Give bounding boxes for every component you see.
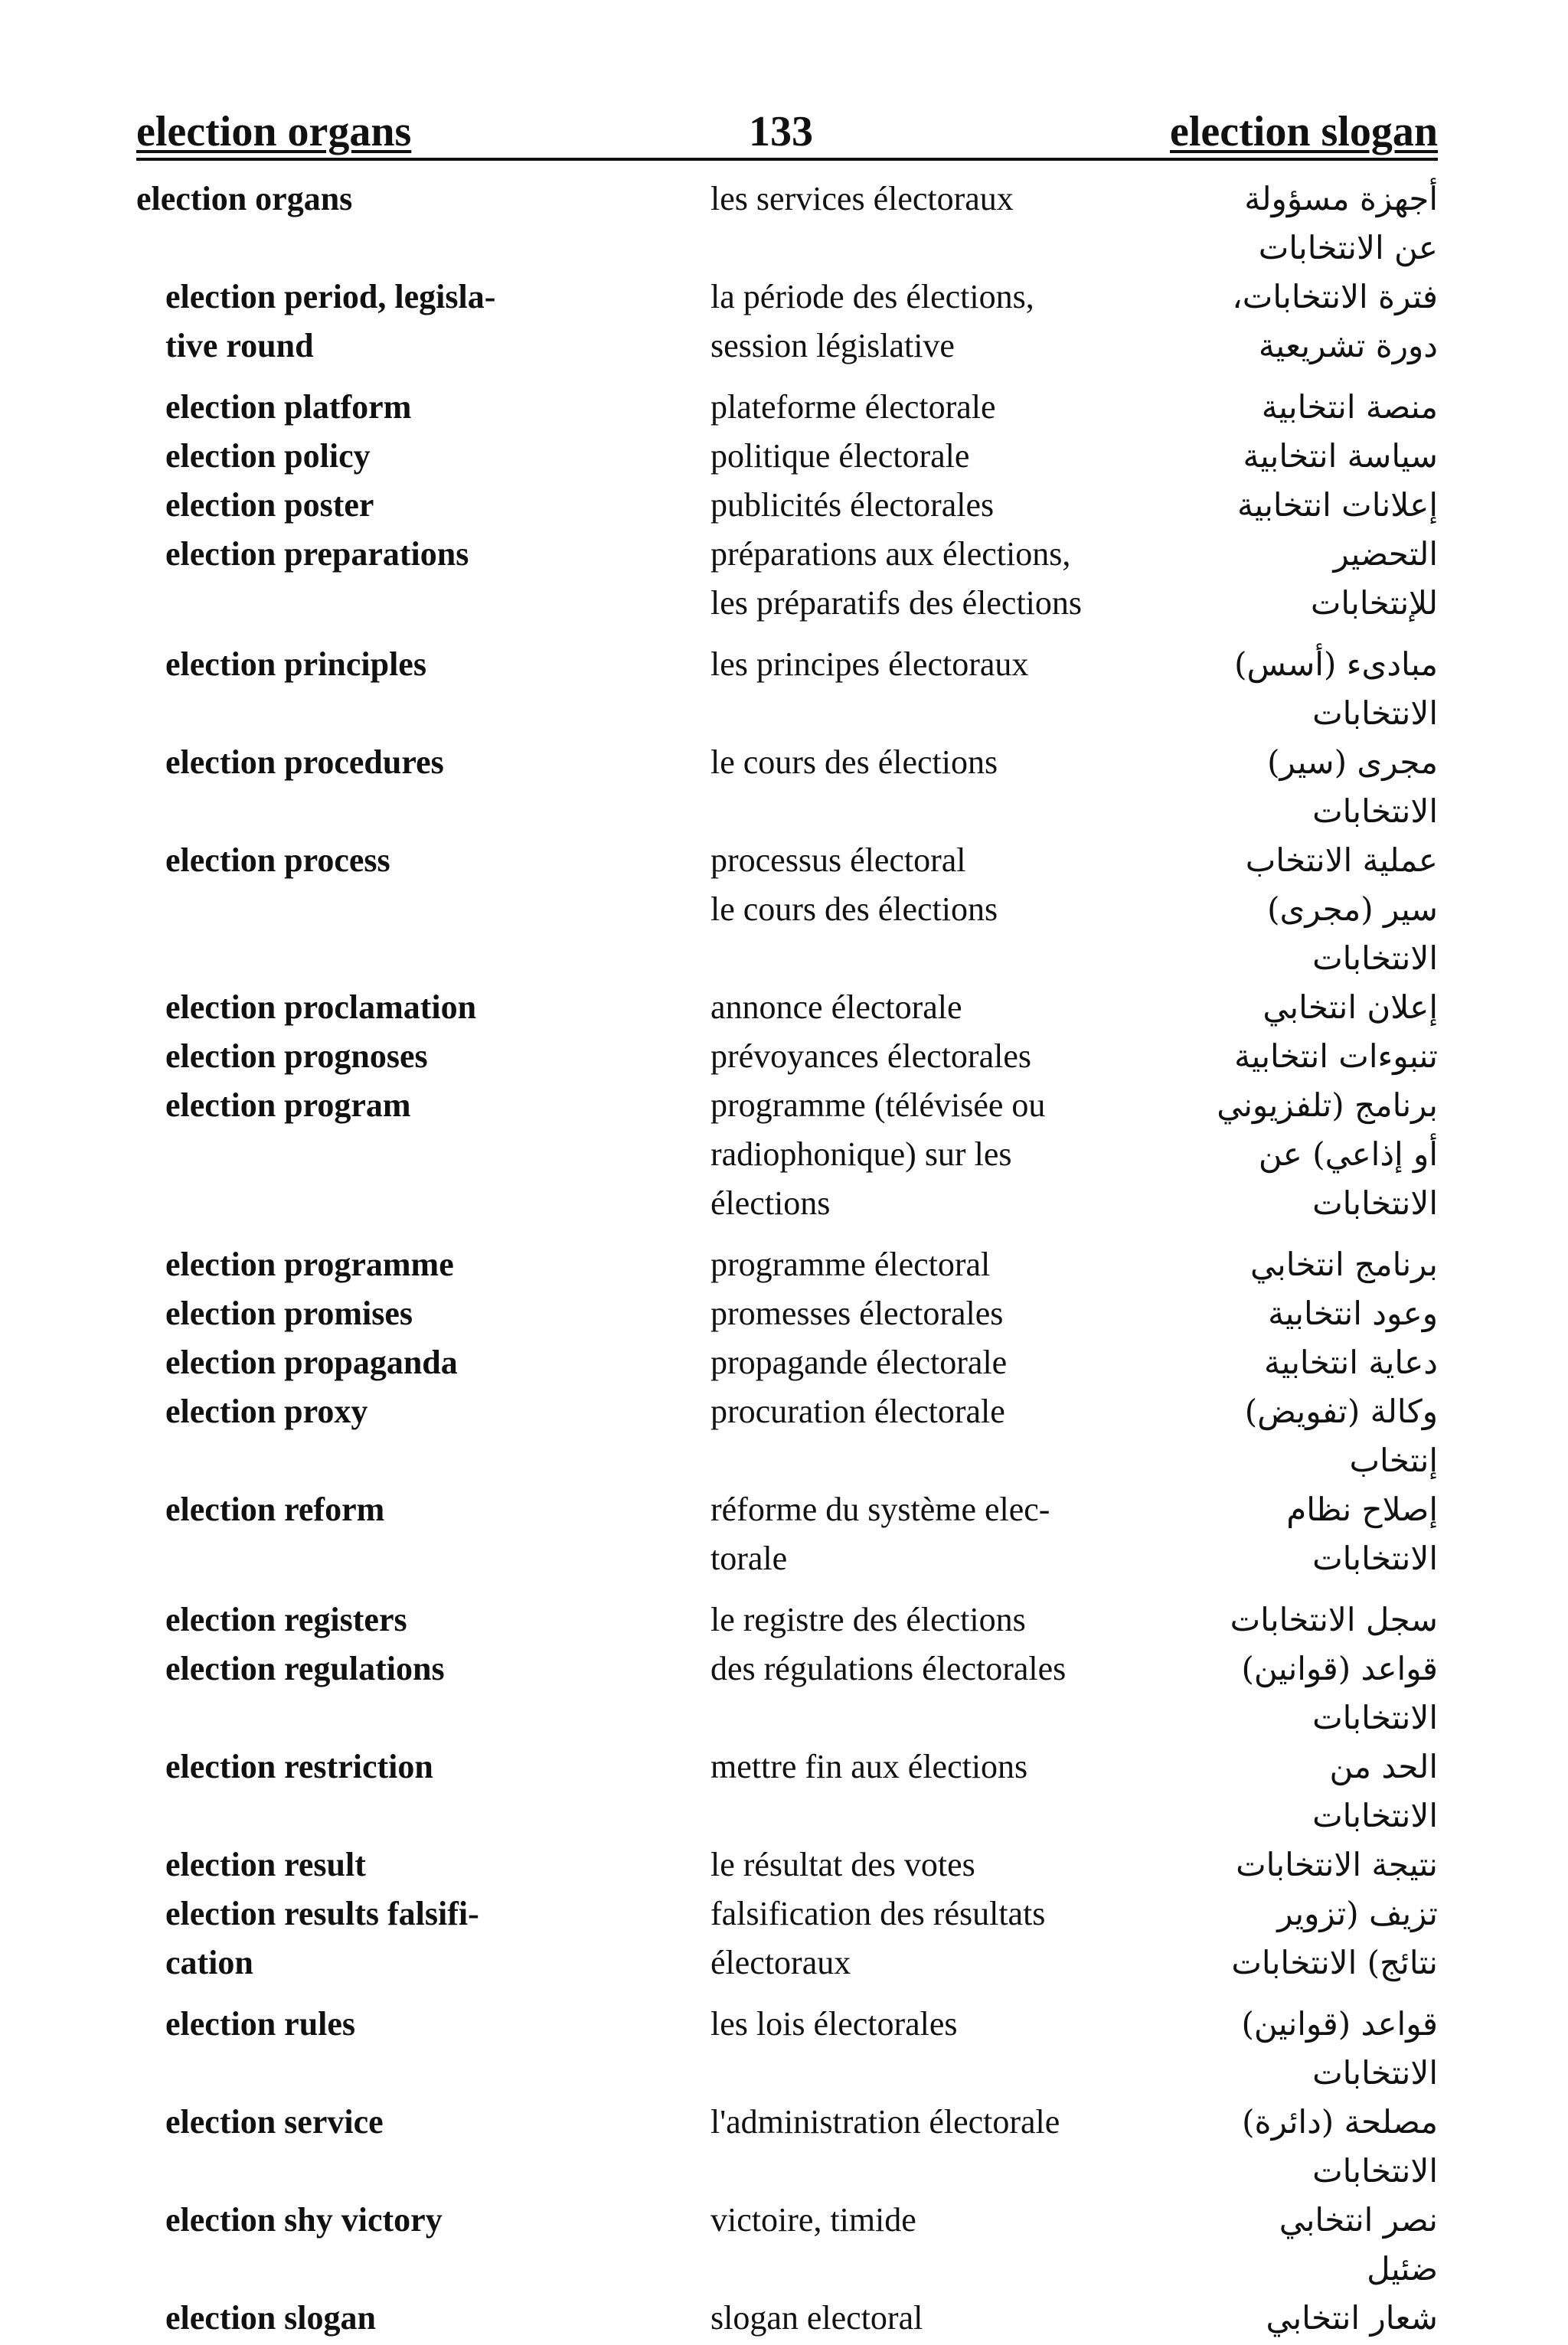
entry-list bbox=[136, 175, 1438, 2343]
french-translation: programme électoral bbox=[710, 1246, 991, 1283]
french-translation: réforme du système elec- torale bbox=[710, 1491, 1050, 1577]
english-term: election propaganda bbox=[165, 1344, 458, 1381]
english-term: election results falsifi- cation bbox=[165, 1895, 479, 1981]
french-translation: processus électoral bbox=[710, 841, 966, 879]
french-translation: plateforme électorale bbox=[710, 388, 996, 426]
entry-row bbox=[136, 175, 1438, 273]
dictionary-page bbox=[136, 107, 1438, 2343]
entry-row bbox=[136, 1840, 1438, 1889]
arabic-translation: دعاية انتخابية bbox=[1264, 1344, 1438, 1381]
entry-row bbox=[136, 1081, 1438, 1228]
french-translation: la période des élections, session législative bbox=[710, 278, 1034, 364]
arabic-translation: وعود انتخابية bbox=[1268, 1295, 1438, 1332]
arabic-translation: سير (مجرى) الانتخابات bbox=[1267, 890, 1438, 977]
arabic-translation: إصلاح نظام الانتخابات bbox=[1286, 1491, 1438, 1577]
arabic-translation: تزيف (تزوير نتائج) الانتخابات bbox=[1231, 1895, 1438, 1981]
english-term: election slogan bbox=[165, 2299, 376, 2337]
arabic-translation: مبادىء (أسس) الانتخابات bbox=[1234, 645, 1438, 732]
arabic-translation: برنامج انتخابي bbox=[1250, 1246, 1438, 1283]
page-number: 133 bbox=[749, 108, 813, 155]
english-term: election organs bbox=[136, 180, 353, 217]
arabic-translation: إعلان انتخابي bbox=[1263, 988, 1438, 1026]
english-term: election reform bbox=[165, 1491, 385, 1528]
entry-row bbox=[136, 383, 1438, 432]
entry-row bbox=[136, 1742, 1438, 1840]
french-translation: promesses électorales bbox=[710, 1295, 1004, 1332]
french-translation: falsification des résultats électoraux bbox=[710, 1895, 1046, 1981]
english-term: election procedures bbox=[165, 743, 444, 781]
entry-row bbox=[136, 836, 1438, 885]
english-term: election programme bbox=[165, 1246, 454, 1283]
entry-spacer bbox=[136, 1228, 1438, 1240]
entry-row bbox=[136, 2294, 1438, 2343]
english-term: election proxy bbox=[165, 1393, 368, 1430]
entry-row bbox=[136, 1338, 1438, 1387]
french-translation: le résultat des votes bbox=[710, 1846, 975, 1883]
english-term: election regulations bbox=[165, 1650, 445, 1687]
french-translation: le cours des élections bbox=[710, 743, 998, 781]
header-last-entry: election slogan bbox=[1170, 108, 1438, 155]
arabic-translation: سجل الانتخابات bbox=[1230, 1601, 1438, 1638]
entry-row bbox=[136, 885, 1438, 983]
entry-row bbox=[136, 530, 1438, 628]
english-term: election shy victory bbox=[165, 2201, 443, 2239]
french-translation: procuration électorale bbox=[710, 1393, 1005, 1430]
english-term: election program bbox=[165, 1086, 411, 1124]
entry-row bbox=[136, 2000, 1438, 2098]
french-translation: prévoyances électorales bbox=[710, 1037, 1031, 1075]
french-translation: les lois électorales bbox=[710, 2005, 958, 2043]
entry-spacer bbox=[136, 371, 1438, 383]
arabic-translation: مصلحة (دائرة) الانتخابات bbox=[1242, 2103, 1438, 2190]
french-translation: les services électoraux bbox=[710, 180, 1014, 217]
page-header bbox=[136, 107, 1438, 162]
entry-row bbox=[136, 1485, 1438, 1583]
arabic-translation: شعار انتخابي bbox=[1266, 2299, 1438, 2337]
arabic-translation: أجهزة مسؤولة عن الانتخابات bbox=[1244, 180, 1438, 266]
entry-spacer bbox=[136, 628, 1438, 640]
entry-row bbox=[136, 481, 1438, 530]
arabic-translation: إعلانات انتخابية bbox=[1237, 486, 1438, 524]
english-term: election result bbox=[165, 1846, 366, 1883]
english-term: election period, legisla- tive round bbox=[165, 278, 496, 364]
english-term: election rules bbox=[165, 2005, 356, 2043]
french-translation: mettre fin aux élections bbox=[710, 1748, 1028, 1785]
arabic-translation: وكالة (تفويض) إنتخاب bbox=[1244, 1393, 1438, 1479]
entry-spacer bbox=[136, 1583, 1438, 1595]
entry-row bbox=[136, 1289, 1438, 1338]
header-first-entry: election organs bbox=[136, 108, 412, 155]
arabic-translation: سياسة انتخابية bbox=[1243, 437, 1438, 475]
english-term: election promises bbox=[165, 1295, 413, 1332]
french-translation: les principes électoraux bbox=[710, 645, 1029, 683]
french-translation: des régulations électorales bbox=[710, 1650, 1067, 1687]
arabic-translation: التحضير للإنتخابات bbox=[1310, 535, 1438, 622]
french-translation: victoire, timide bbox=[710, 2201, 916, 2239]
french-translation: programme (télévisée ou radiophonique) sur les élections bbox=[710, 1086, 1046, 1222]
english-term: election preparations bbox=[165, 535, 469, 573]
french-translation: l'administration électorale bbox=[710, 2103, 1060, 2141]
entry-row bbox=[136, 983, 1438, 1032]
entry-row bbox=[136, 273, 1438, 371]
header-rule bbox=[136, 158, 1438, 161]
english-term: election platform bbox=[165, 388, 412, 426]
arabic-translation: عملية الانتخاب bbox=[1245, 841, 1438, 879]
entry-row bbox=[136, 1387, 1438, 1485]
french-translation: le cours des élections bbox=[710, 890, 998, 928]
arabic-translation: فترة الانتخابات، دورة تشريعية bbox=[1232, 278, 1438, 364]
entry-row bbox=[136, 1032, 1438, 1081]
entry-row bbox=[136, 640, 1438, 738]
french-translation: publicités électorales bbox=[710, 486, 995, 524]
english-term: election prognoses bbox=[165, 1037, 428, 1075]
english-term: election restriction bbox=[165, 1748, 433, 1785]
english-term: election process bbox=[165, 841, 390, 879]
arabic-translation: الحد من الانتخابات bbox=[1312, 1748, 1438, 1834]
arabic-translation: نتيجة الانتخابات bbox=[1236, 1846, 1438, 1883]
french-translation: le registre des élections bbox=[710, 1601, 1026, 1638]
arabic-translation: قواعد (قوانين) الانتخابات bbox=[1241, 1650, 1438, 1736]
english-term: election proclamation bbox=[165, 988, 477, 1026]
entry-row bbox=[136, 1240, 1438, 1289]
english-term: election poster bbox=[165, 486, 374, 524]
arabic-translation: منصة انتخابية bbox=[1261, 388, 1438, 426]
english-term: election policy bbox=[165, 437, 371, 475]
french-translation: propagande électorale bbox=[710, 1344, 1008, 1381]
entry-spacer bbox=[136, 1987, 1438, 2000]
french-translation: préparations aux élections, les préparatifs des élections bbox=[710, 535, 1083, 622]
french-translation: politique électorale bbox=[710, 437, 970, 475]
english-term: election principles bbox=[165, 645, 426, 683]
english-term: election service bbox=[165, 2103, 384, 2141]
entry-row bbox=[136, 1644, 1438, 1742]
french-translation: slogan electoral bbox=[710, 2299, 923, 2337]
english-term: election registers bbox=[165, 1601, 407, 1638]
arabic-translation: تنبوءات انتخابية bbox=[1234, 1037, 1438, 1075]
arabic-translation: برنامج (تلفزيوني أو إذاعي) عن الانتخابات bbox=[1217, 1086, 1438, 1222]
entry-row bbox=[136, 1889, 1438, 1987]
arabic-translation: مجرى (سير) الانتخابات bbox=[1267, 743, 1438, 830]
entry-row bbox=[136, 432, 1438, 481]
entry-row bbox=[136, 1595, 1438, 1644]
entry-row bbox=[136, 2196, 1438, 2294]
entry-row bbox=[136, 2098, 1438, 2196]
arabic-translation: نصر انتخابي ضئيل bbox=[1279, 2201, 1438, 2288]
arabic-translation: قواعد (قوانين) الانتخابات bbox=[1241, 2005, 1438, 2092]
french-translation: annonce électorale bbox=[710, 988, 962, 1026]
entry-row bbox=[136, 738, 1438, 836]
